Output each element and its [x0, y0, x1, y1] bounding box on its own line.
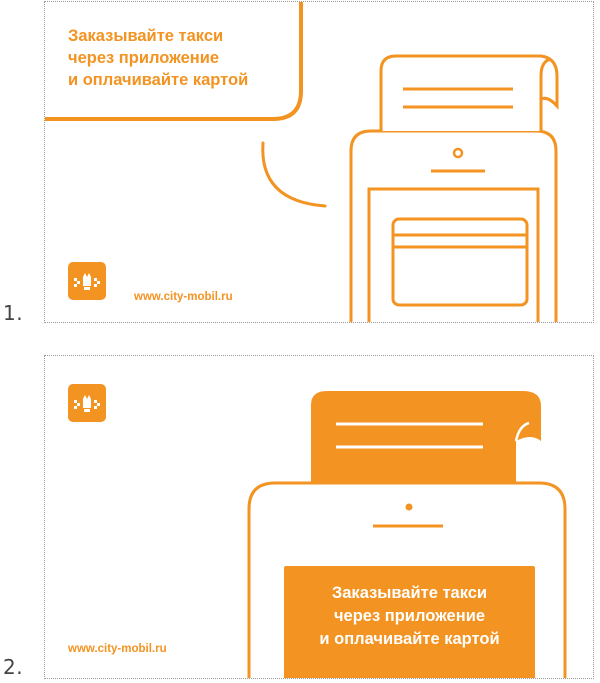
receipt-icon [311, 391, 541, 483]
headline-line-2: через приложение [68, 49, 220, 67]
website-url: www.city-mobil.ru [68, 643, 167, 655]
headline-panel [284, 566, 535, 678]
speech-curve [263, 143, 325, 206]
taxi-logo-icon [68, 262, 106, 300]
receipt-icon [381, 56, 557, 131]
headline-line-3: и оплачивайте картой [68, 71, 249, 89]
bank-card-icon [393, 219, 527, 305]
figure-label-1: 1. [3, 301, 24, 325]
headline-line-1: Заказывайте такси [68, 27, 224, 45]
headline [68, 25, 298, 91]
headline-line-1: Заказывайте такси [331, 584, 488, 602]
headline-line-3: и оплачивайте картой [319, 630, 500, 648]
website-url: www.city-mobil.ru [134, 291, 233, 303]
business-card-variant-1 [44, 1, 594, 323]
business-card-variant-2 [44, 355, 594, 679]
headline [284, 582, 535, 651]
taxi-logo-icon [68, 384, 106, 422]
figure-label-2: 2. [3, 655, 24, 679]
headline-line-2: через приложение [333, 607, 486, 625]
